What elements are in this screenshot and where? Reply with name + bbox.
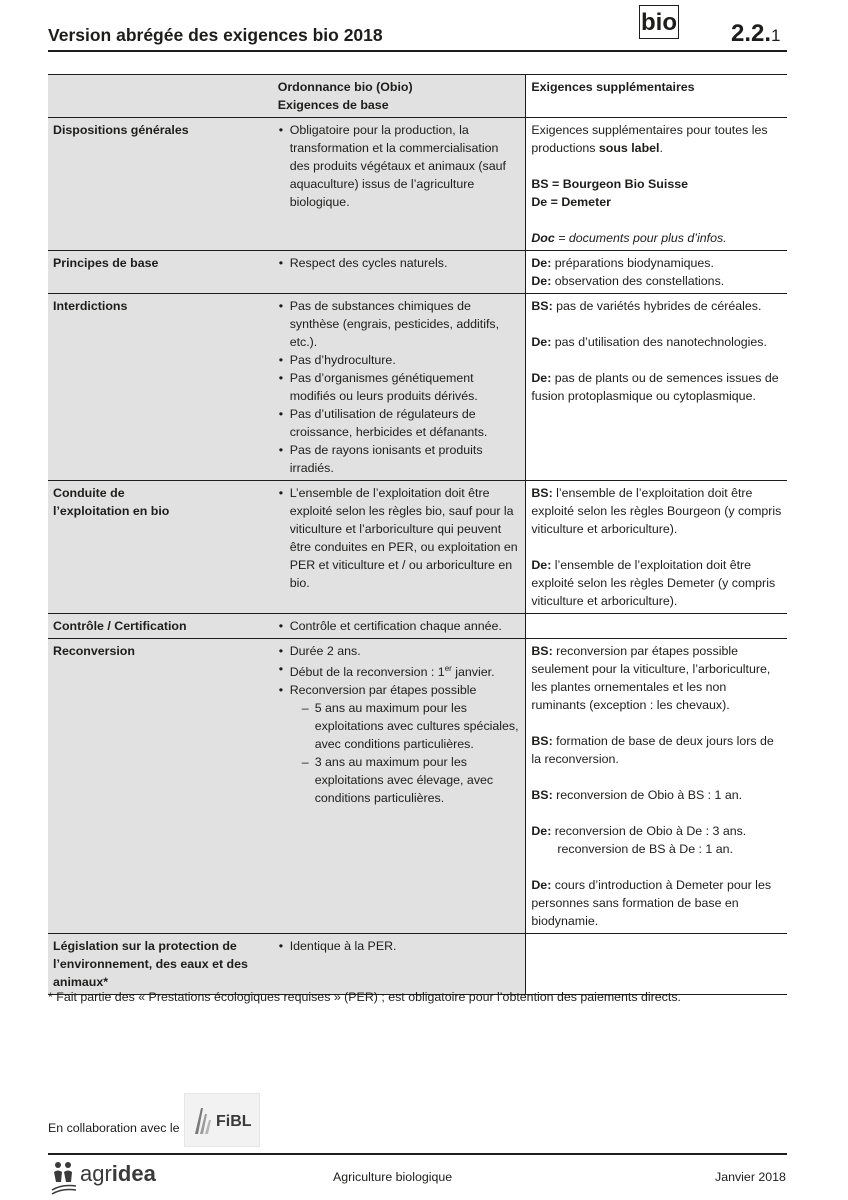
row-label: Contrôle / Certification [48,614,273,639]
list-item: • Pas d’organismes génétiquement modifiés ou leurs produits dérivés. [290,369,521,405]
extra-text: formation de base de deux jours lors de la reconversion. [531,734,774,766]
row-label: Dispositions générales [48,118,273,251]
list-item [290,660,521,681]
extra-text-end: . [659,141,663,155]
extra-text-bold: sous label [598,141,660,155]
table-row [48,639,787,934]
label-tag: De: [531,256,552,270]
list-item: • Pas d’hydroculture. [290,351,521,369]
row-extra-cell [526,251,787,294]
row-label-line2: l’exploitation en bio [53,504,170,518]
agridea-people-icon [50,1160,78,1198]
row-obio-cell [273,294,526,481]
label-tag: De: [531,371,552,385]
list-item [290,681,521,807]
table-row [48,118,787,251]
list-item: • L’ensemble de l’exploitation doit être exploité selon les règles bio, sauf pour la viticulture et l’arboriculture qui peuvent être conduites en PER, ou exploitation en PER et viticulture et / ou arboriculture en bio. [290,484,521,592]
extra-text-part: Exigences supplémentaires pour toutes les productions [531,123,768,155]
fibl-mark-icon [193,1106,211,1136]
extra-text: reconversion de Obio à De : 3 ans. [551,824,747,838]
label-tag: BS: [531,644,553,658]
row-extra-cell [526,639,787,934]
table-row [48,481,787,614]
collaboration-text: En collaboration avec le [48,1121,180,1135]
bio-badge: bio [639,5,679,39]
agridea-logo [50,1160,170,1198]
legend-doc: Doc [531,231,555,245]
legend-doc-text: = documents pour plus d’infos. [554,231,727,245]
extra-text: reconversion par étapes possible seulement pour la viticulture, l’arboriculture, les plantes ornementales et les non ruminants (exception : les chevaux). [531,644,771,712]
row-obio-cell [273,934,526,995]
list-item-text: Reconversion par étapes possible [289,683,477,698]
extra-text: préparations biodynamiques. [551,256,714,270]
table-row [48,614,787,639]
table-row [48,294,787,481]
row-obio-cell [273,639,526,934]
header-rule [48,50,787,52]
label-tag: De: [531,274,552,288]
extra-text: l’ensemble de l’exploitation doit être exploité selon les règles Demeter (y compris viticulture et arboriculture). [531,558,776,608]
list-item: • Pas d’utilisation de régulateurs de croissance, herbicides et défanants. [290,405,521,441]
extra-text: pas de plants ou de semences issues de fusion protoplasmique ou cytoplasmique. [531,371,779,403]
extra-text [531,121,782,157]
list-item: • Contrôle et certification chaque année. [290,617,521,635]
extra-text: cours d’introduction à Demeter pour les personnes sans formation de base en biodynamie. [531,878,772,928]
logo-part-bold: i [111,1161,118,1186]
row-obio-cell [273,251,526,294]
label-tag: De: [531,335,552,349]
header-obio [273,75,526,118]
list-item-text: janvier. [451,665,495,680]
row-extra-cell [526,294,787,481]
list-item: • Identique à la PER. [290,937,521,955]
page-number-sub: 1 [771,26,781,45]
list-item: • Pas de rayons ionisants et produits irradiés. [290,441,521,477]
row-extra-cell [526,118,787,251]
footer-section-title: Agriculture biologique [333,1170,453,1184]
row-label-line1: Conduite de [53,486,125,500]
row-label-text: Législation sur la protection de l’environnement, des eaux et des animaux* [53,939,248,989]
list-item-text: Début de la reconversion : 1 [289,665,445,680]
row-label [48,481,273,614]
requirements-table [48,74,787,995]
legend-bs: BS = Bourgeon Bio Suisse [531,177,688,191]
label-tag: BS: [531,486,553,500]
row-label: Reconversion [48,639,273,934]
extra-text: reconversion de BS à De : 1 an. [557,842,733,856]
label-tag: BS: [531,788,553,802]
row-extra-cell [526,934,787,995]
label-tag: De: [531,558,552,572]
list-item: • Respect des cycles naturels. [290,254,521,272]
row-extra-cell [526,481,787,614]
header-empty-cell [48,75,273,118]
row-label: Interdictions [48,294,273,481]
extra-text: observation des constellations. [551,274,725,288]
table-header-row [48,75,787,118]
list-item: • Durée 2 ans. [290,642,521,660]
label-tag: De: [531,824,552,838]
row-obio-cell [273,481,526,614]
fibl-logo [184,1093,260,1147]
page-number-main: 2.2. [731,20,772,47]
logo-part-bold: dea [117,1161,156,1186]
table-row [48,934,787,995]
legend-de: De = Demeter [531,195,611,209]
row-extra-cell [526,614,787,639]
logo-part: agr [80,1161,112,1186]
extra-text: pas de variétés hybrides de céréales. [552,299,762,313]
list-item: • Obligatoire pour la production, la transformation et la commercialisation des produits végétaux et animaux (sauf aquaculture) issus de l’agriculture biologique. [290,121,521,211]
sub-list-item: – 3 ans au maximum pour les exploitations avec élevage, avec conditions particulières. [315,753,521,807]
document-title: Version abrégée des exigences bio 2018 [48,25,383,45]
footer-rule [48,1153,787,1155]
superscript: er [444,664,452,673]
agridea-logo-text [80,1161,156,1187]
footnote: * Fait partie des « Prestations écologiques requises » (PER) ; est obligatoire pour l’obtention des paiements directs. [48,990,681,1004]
extra-text: pas d’utilisation des nanotechnologies. [551,335,767,349]
page-number [731,20,781,48]
table-row [48,251,787,294]
extra-text: l’ensemble de l’exploitation doit être exploité selon les règles Bourgeon (y compris viticulture et arboriculture). [531,486,782,536]
header-obio-line1: Ordonnance bio (Obio) [277,80,413,94]
list-item: • Pas de substances chimiques de synthèse (engrais, pesticides, additifs, etc.). [290,297,521,351]
header-obio-line2: Exigences de base [277,98,389,112]
extra-text: reconversion de Obio à BS : 1 an. [552,788,743,802]
fibl-logo-text: FiBL [216,1113,252,1130]
row-label: Principes de base [48,251,273,294]
label-tag: BS: [531,299,553,313]
row-label [48,934,273,995]
row-obio-cell [273,614,526,639]
header-extra: Exigences supplémentaires [531,80,695,94]
label-tag: De: [531,878,552,892]
sub-list-item: – 5 ans au maximum pour les exploitations avec cultures spéciales, avec conditions particulières. [315,699,521,753]
row-obio-cell [273,118,526,251]
label-tag: BS: [531,734,553,748]
footer-date: Janvier 2018 [715,1170,786,1184]
